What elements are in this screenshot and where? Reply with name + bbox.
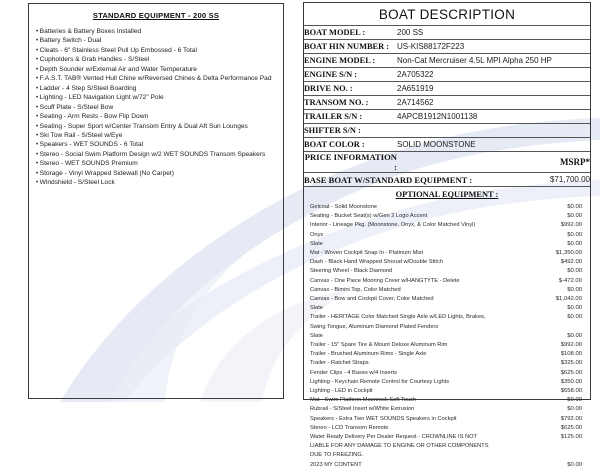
standard-equipment-item: • Seating - Super Sport w/Center Transom Entry & Dual Aft Sun Lounges (36, 122, 277, 131)
standard-equipment-item: • Lighting - LED Navigation Light w/72" Pole (36, 93, 277, 102)
optional-equipment-name: Dash - Black Hand Wrapped Shroud w/Double Stitch (310, 259, 443, 266)
optional-equipment-row (310, 396, 586, 405)
optional-equipment-name: Fender Clips - 4 Bases w/4 Inserts (310, 369, 397, 376)
standard-equipment-title: STANDARD EQUIPMENT - 200 SS (92, 11, 220, 20)
optional-equipment-row (310, 359, 586, 368)
optional-equipment-row (310, 231, 586, 240)
optional-equipment-row (310, 249, 586, 258)
optional-equipment-price: $658.00 (560, 388, 582, 395)
optional-equipment-price: $125.00 (560, 434, 582, 441)
spec-value: 2A651919 (397, 82, 590, 96)
spec-label: DRIVE NO. : (304, 82, 397, 96)
spec-row (304, 82, 590, 96)
standard-equipment-item: • F.A.S.T. TAB® Vented Hull Chine w/Reversed Chines & Delta Performance Pad (36, 74, 277, 83)
optional-equipment-list (304, 203, 590, 470)
optional-equipment-name: Canvas - Bow and Cockpit Cover, Color Matched (310, 296, 434, 303)
msrp-label: MSRP* (397, 152, 590, 173)
standard-equipment-panel (28, 3, 284, 399)
optional-equipment-price: $0.00 (567, 406, 582, 413)
optional-equipment-price: $1,042.00 (555, 296, 582, 303)
boat-description-panel (303, 2, 591, 468)
optional-equipment-row (310, 313, 586, 322)
spec-value: SOLID MOONSTONE (397, 138, 590, 152)
optional-equipment-name: DUE TO FREEZING. (310, 452, 364, 459)
optional-equipment-row (310, 424, 586, 433)
standard-equipment-item: • Cupholders & Grab Handles - S/Steel (36, 55, 277, 64)
optional-equipment-row (310, 341, 586, 350)
spec-label: TRAILER S/N : (304, 110, 397, 124)
spec-row (304, 26, 590, 40)
optional-equipment-name: Swing Tongue, Aluminum Diamond Plated Fenders (310, 323, 439, 330)
optional-equipment-price: $492.00 (560, 259, 582, 266)
optional-equipment-price: $625.00 (560, 369, 582, 376)
standard-equipment-item: • Ladder - 4 Step S/Steel Boarding (36, 84, 277, 93)
optional-equipment-row (310, 240, 586, 249)
optional-equipment-name: Slate (310, 305, 323, 312)
optional-equipment-row (310, 369, 586, 378)
spec-value (397, 124, 590, 138)
standard-equipment-item: • Depth Sounder w/External Air and Water Temperature (36, 65, 277, 74)
optional-equipment-row (310, 451, 586, 460)
optional-equipment-price: $108.00 (560, 351, 582, 358)
optional-equipment-name: Mat - Woven Cockpit Snap In - Platinum Mist (310, 250, 424, 257)
optional-equipment-row (310, 286, 586, 295)
optional-equipment-name: 2023 MY CONTENT (310, 461, 362, 468)
optional-equipment-price: $625.00 (560, 424, 582, 431)
standard-equipment-item: • Speakers - WET SOUNDS - 6 Total (36, 140, 277, 149)
optional-equipment-name: Trailer - HERITAGE Color Matched Single Axle w/LED Lights, Brakes, (310, 314, 486, 321)
optional-equipment-name: Rubrail - S/Steel Insert w/White Extrusion (310, 406, 415, 413)
spec-value: 200 SS (397, 26, 590, 40)
spec-row (304, 124, 590, 138)
standard-equipment-item: • Ski Tow Rail - S/Steel w/Eye (36, 131, 277, 140)
optional-equipment-name: Trailer - Brushed Aluminum Rims - Single Axle (310, 351, 427, 358)
spec-row (304, 96, 590, 110)
optional-equipment-name: Trailer - Ratchet Straps (310, 360, 369, 367)
standard-equipment-item: • Batteries & Battery Boxes Installed (36, 27, 277, 36)
optional-equipment-name: Speakers - Extra Two WET SOUNDS Speakers in Cockpit (310, 415, 457, 422)
optional-equipment-row (310, 267, 586, 276)
optional-equipment-price: $0.00 (567, 240, 582, 247)
optional-equipment-name: Steering Wheel - Black Diamond (310, 268, 393, 275)
spec-row (304, 110, 590, 124)
optional-equipment-price: $325.00 (560, 360, 582, 367)
optional-equipment-price: $0.00 (567, 461, 582, 468)
standard-equipment-item: • Seating - Arm Rests - Bow Flip Down (36, 112, 277, 121)
price-information-label: PRICE INFORMATION : (304, 152, 397, 172)
optional-equipment-name: Onyx (310, 231, 324, 238)
optional-equipment-row (310, 378, 586, 387)
optional-equipment-price: $0.00 (567, 332, 582, 339)
spec-row (304, 68, 590, 82)
optional-equipment-name: Stereo - LCD Transom Remote (310, 424, 389, 431)
spec-value: 4APCB1912N1001138 (397, 110, 590, 124)
standard-equipment-item: • Storage - Vinyl Wrapped Sidewall (No Carpet) (36, 169, 277, 178)
optional-equipment-row (310, 203, 586, 212)
optional-equipment-price: $0.00 (567, 286, 582, 293)
spec-label: SHIFTER S/N : (304, 124, 397, 138)
spec-row (304, 40, 590, 54)
spec-label: BOAT MODEL : (304, 26, 397, 40)
optional-equipment-price: $0.00 (567, 231, 582, 238)
standard-equipment-item: • Windshield - S/Steel Lock (36, 178, 277, 187)
spec-value: 2A705322 (397, 68, 590, 82)
spec-label: BOAT HIN NUMBER : (304, 40, 397, 54)
standard-equipment-list (29, 27, 283, 188)
optional-equipment-row (310, 405, 586, 414)
standard-equipment-item: • Scuff Plate - S/Steel Bow (36, 103, 277, 112)
optional-equipment-row (310, 258, 586, 267)
spec-label: BOAT COLOR : (304, 138, 397, 152)
boat-spec-table-body (304, 26, 590, 152)
optional-equipment-price: $792.00 (560, 415, 582, 422)
optional-equipment-price: $0.00 (567, 397, 582, 404)
optional-equipment-price: $350.00 (560, 378, 582, 385)
optional-equipment-name: Gelcoat - Solid Moonstone (310, 204, 378, 210)
optional-equipment-name: Lighting - Keychain Remote Control for Courtesy Lights (310, 378, 450, 385)
optional-equipment-row (310, 461, 586, 470)
boat-description-title: BOAT DESCRIPTION (378, 7, 516, 22)
optional-equipment-price: $-472.00 (558, 277, 582, 284)
base-boat-row (304, 173, 590, 187)
optional-equipment-name: Canvas - Bimini Top, Color Matched (310, 286, 401, 293)
spec-value: 2A714562 (397, 96, 590, 110)
optional-equipment-row (310, 350, 586, 359)
optional-equipment-row (310, 221, 586, 230)
optional-equipment-name: Seating - Bucket Seat(s) w/Gen 2 Logo Accent (310, 213, 428, 220)
base-boat-label: BASE BOAT W/STANDARD EQUIPMENT : (304, 174, 473, 185)
optional-equipment-price: $0.00 (567, 204, 582, 210)
optional-equipment-name: LIABLE FOR ANY DAMAGE TO ENGINE OR OTHER COMPONENTS (310, 443, 489, 450)
standard-equipment-item: • Stereo - Social Swim Platform Design w/2 WET SOUNDS Transom Speakers (36, 150, 277, 159)
optional-equipment-row (310, 332, 586, 341)
optional-equipment-name: Mat - Swim Platform Moonrock Soft Touch (310, 397, 417, 404)
optional-equipment-price: $0.00 (567, 268, 582, 275)
optional-equipment-row (310, 212, 586, 221)
spec-label: ENGINE MODEL : (304, 54, 397, 68)
boat-spec-table (304, 25, 590, 187)
optional-equipment-row (310, 433, 586, 442)
price-information-row (304, 152, 590, 173)
optional-equipment-row (310, 323, 586, 332)
optional-equipment-price: $0.00 (567, 314, 582, 321)
spec-label: TRANSOM NO. : (304, 96, 397, 110)
optional-equipment-name: Trailer - 15" Spare Tire & Mount Deluxe Aluminum Rim (310, 342, 448, 349)
spec-value: US-KIS88172F223 (397, 40, 590, 54)
spec-row (304, 138, 590, 152)
optional-equipment-price: $0.00 (567, 213, 582, 220)
optional-equipment-price: $1,350.00 (555, 250, 582, 257)
base-boat-price: $71,700.00 (397, 173, 590, 187)
optional-equipment-row (310, 304, 586, 313)
optional-equipment-name: Canvas - One Piece Mooring Cover w/HANGTYTE - Delete (310, 277, 460, 284)
spec-row (304, 54, 590, 68)
optional-equipment-name: Slate (310, 240, 323, 247)
optional-equipment-name: Interior - Lineage Pkg. (Moonstone, Onyx, & Color Matched Vinyl) (310, 222, 476, 229)
optional-equipment-row (310, 442, 586, 451)
standard-equipment-item: • Stereo - WET SOUNDS Premium (36, 159, 277, 168)
optional-equipment-name: Slate (310, 332, 323, 339)
optional-equipment-row (310, 387, 586, 396)
optional-equipment-title: OPTIONAL EQUIPMENT : (395, 190, 499, 199)
optional-equipment-name: Lighting - LED in Cockpit (310, 388, 373, 395)
optional-equipment-row (310, 415, 586, 424)
spec-label: ENGINE S/N : (304, 68, 397, 82)
spec-value: Non-Cat Mercruiser 4.5L MPI Alpha 250 HP (397, 54, 590, 68)
optional-equipment-price: $0.00 (567, 305, 582, 312)
standard-equipment-item: • Battery Switch - Dual (36, 36, 277, 45)
optional-equipment-row (310, 277, 586, 286)
optional-equipment-price: $992.00 (560, 222, 582, 229)
optional-equipment-price: $992.00 (560, 342, 582, 349)
optional-equipment-name: Water Ready Delivery Per Dealer Request - CROWNLINE IS NOT (310, 434, 477, 441)
optional-equipment-row (310, 295, 586, 304)
standard-equipment-item: • Cleats - 6" Stainless Steel Pull Up Embossed - 6 Total (36, 46, 277, 55)
